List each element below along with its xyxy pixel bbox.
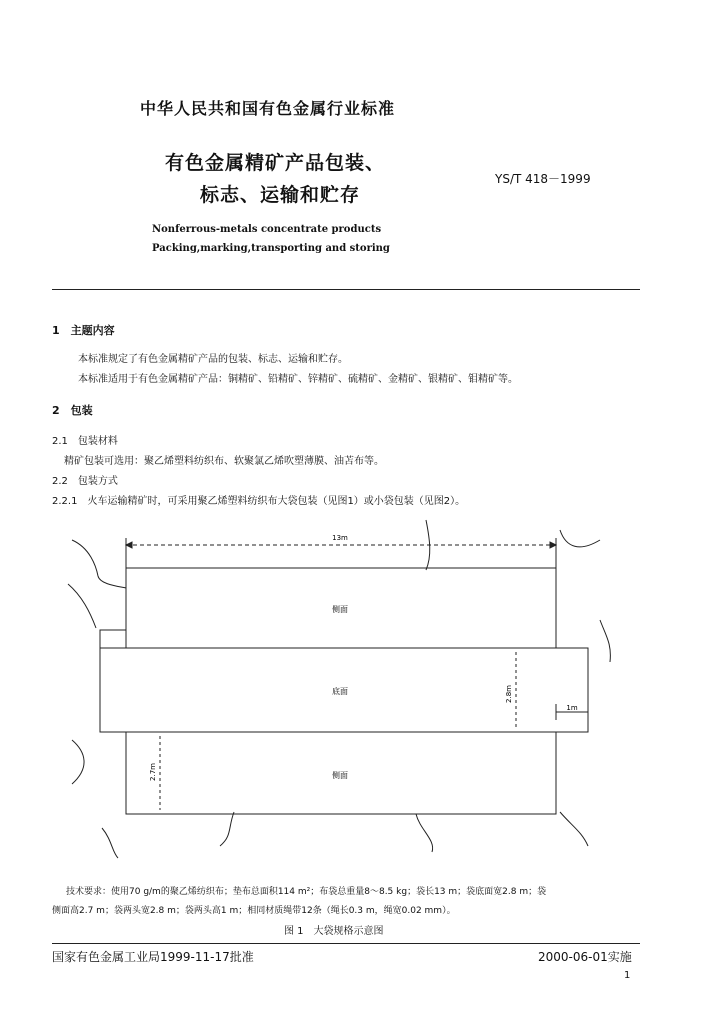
section-2-heading: 2 包装 bbox=[52, 404, 93, 417]
section-2-1-paragraph: 精矿包装可选用：聚乙烯塑料纺织布、软聚氯乙烯吹塑薄膜、油苫布等。 bbox=[64, 456, 384, 467]
standard-code: YS/T 418－1999 bbox=[495, 172, 591, 186]
section-2-1-heading: 2.1 包装材料 bbox=[52, 436, 118, 447]
bottom-panel-label: 底面 bbox=[332, 687, 348, 696]
figure-note-line1: 技术要求：使用70 g/m的聚乙烯纺织布；垫布总面积114 m²；布袋总重量8～8.5 kg；袋长13 m；袋底面宽2.8 m；袋 bbox=[66, 887, 547, 897]
section-1-heading: 1 主题内容 bbox=[52, 324, 115, 337]
section-2-2-1-paragraph: 2.2.1 火车运输精矿时，可采用聚乙烯塑料纺织布大袋包装（见图1）或小袋包装（见图2）。 bbox=[52, 496, 466, 507]
dim-label-end: 1m bbox=[566, 704, 578, 712]
section-2-2-heading: 2.2 包装方式 bbox=[52, 476, 118, 487]
approval-statement: 国家有色金属工业局1999-11-17批准 bbox=[52, 950, 254, 964]
figure-caption: 图 1 大袋规格示意图 bbox=[284, 926, 384, 937]
english-title-line2: Packing,marking,transporting and storing bbox=[152, 243, 390, 254]
dim-label-length: 13m bbox=[332, 534, 348, 542]
footer-divider bbox=[52, 943, 640, 944]
section-1-paragraph-1: 本标准规定了有色金属精矿产品的包装、标志、运输和贮存。 bbox=[78, 354, 348, 365]
page-number: 1 bbox=[624, 970, 631, 981]
document-title-line2: 标志、运输和贮存 bbox=[200, 184, 361, 206]
implementation-date: 2000-06-01实施 bbox=[538, 950, 632, 964]
english-title-line1: Nonferrous-metals concentrate products bbox=[152, 224, 382, 235]
dim-label-height: 2.7m bbox=[149, 763, 157, 781]
dim-label-width: 2.8m bbox=[505, 685, 513, 703]
standard-org-title: 中华人民共和国有色金属行业标准 bbox=[140, 99, 396, 118]
side-panel-bottom-label: 侧面 bbox=[332, 771, 348, 780]
end-flap bbox=[100, 630, 126, 648]
document-title-line1: 有色金属精矿产品包装、 bbox=[165, 152, 386, 174]
break-line bbox=[72, 540, 126, 588]
figure-note-line2: 侧面高2.7 m；袋两头宽2.8 m；袋两头高1 m；相同材质绳带12条（绳长0.3 m，绳宽0.02 mm）。 bbox=[52, 906, 456, 916]
side-panel-top-label: 侧面 bbox=[332, 605, 348, 614]
section-1-paragraph-2: 本标准适用于有色金属精矿产品：铜精矿、铅精矿、锌精矿、硫精矿、金精矿、银精矿、钼精矿等。 bbox=[78, 374, 518, 385]
